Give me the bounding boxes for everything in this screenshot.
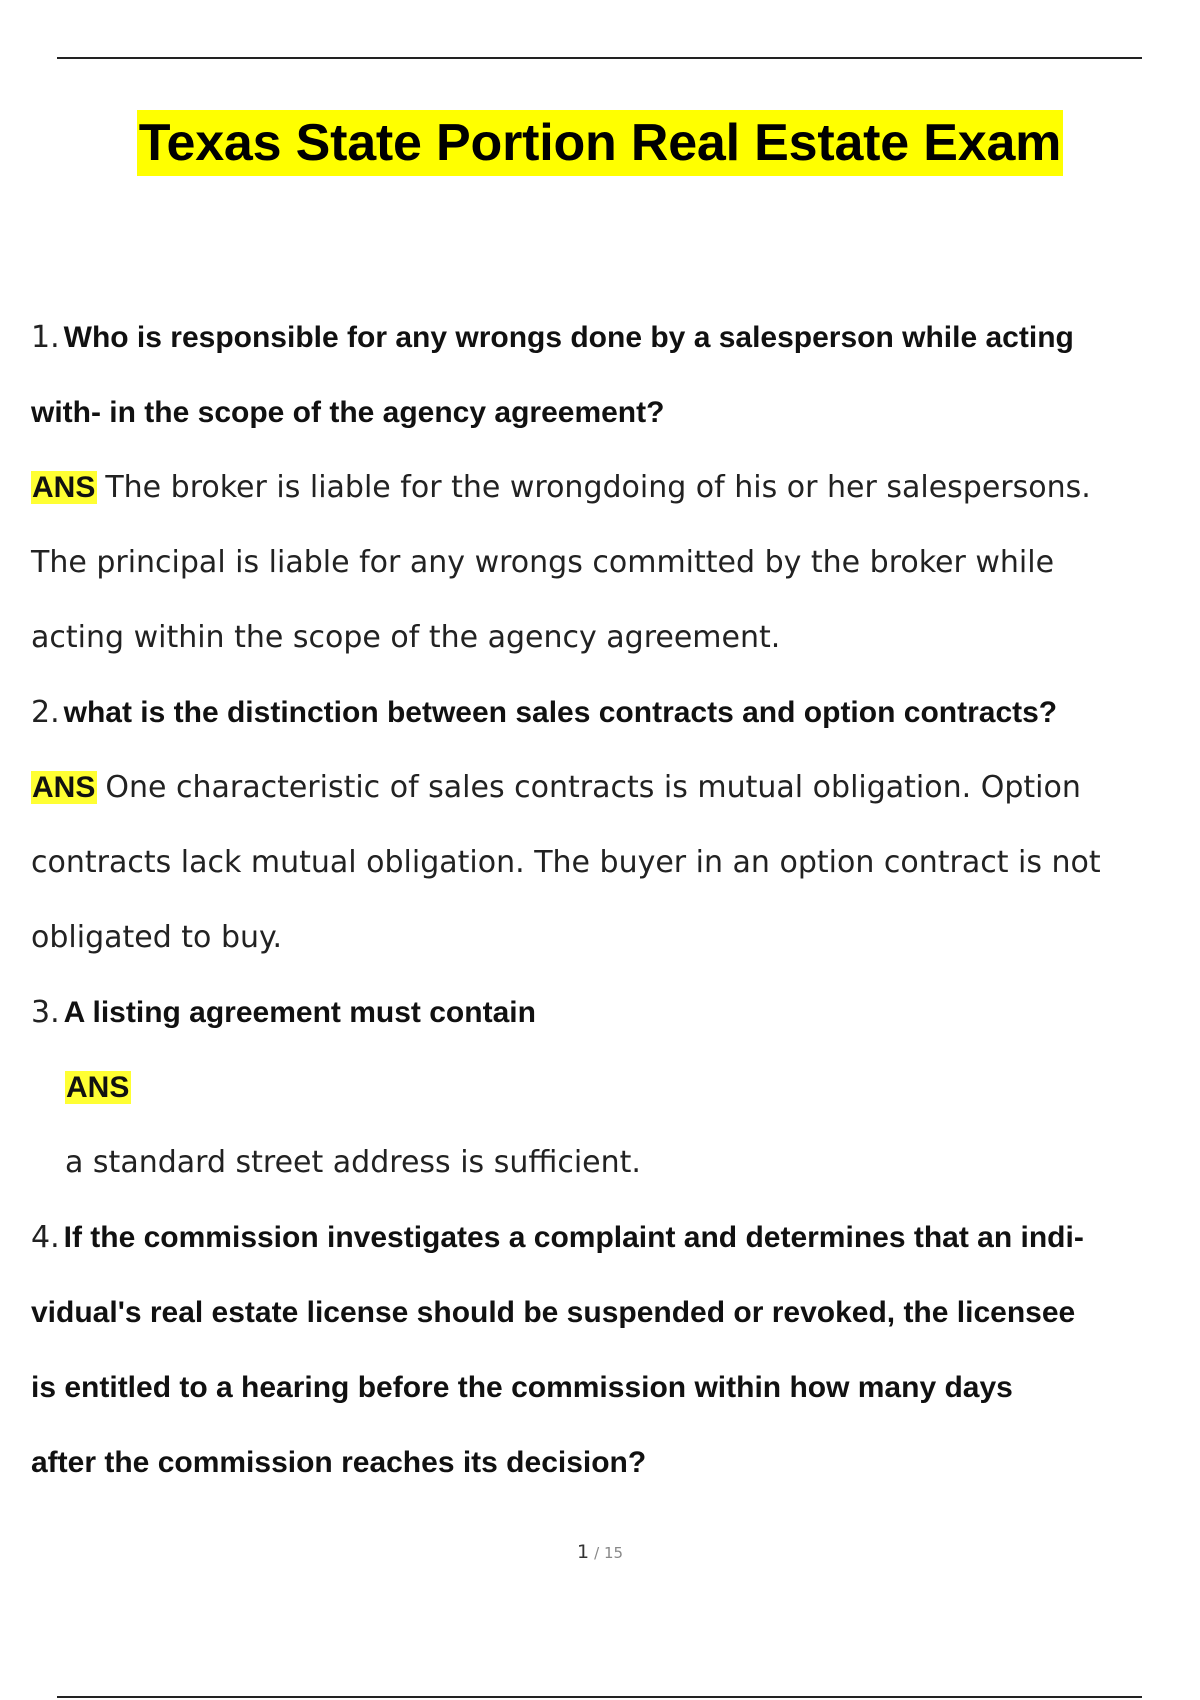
question-4	[31, 1200, 1181, 1275]
question-number: 3.	[31, 995, 60, 1030]
question-1-cont	[31, 375, 1181, 450]
question-1	[31, 300, 1181, 375]
ans-label: ANS	[66, 1071, 130, 1104]
answer-1	[31, 450, 1181, 525]
question-2	[31, 675, 1181, 750]
page-current: 1	[576, 1541, 590, 1563]
question-4-cont	[31, 1350, 1181, 1425]
question-3	[31, 975, 1181, 1050]
question-4-cont	[31, 1275, 1181, 1350]
ans-label: ANS	[32, 771, 96, 804]
answer-text: The broker is liable for the wrongdoing of his or her salespersons.	[105, 470, 1091, 505]
document-title: Texas State Portion Real Estate Exam	[137, 110, 1063, 176]
question-text: A listing agreement must contain	[63, 996, 536, 1029]
question-4-cont	[31, 1425, 1181, 1500]
bottom-rule	[57, 1696, 1142, 1698]
question-text: If the commission investigates a complaint and determines that an indi-	[63, 1221, 1084, 1254]
question-list	[31, 300, 1181, 1500]
answer-2-cont	[31, 825, 1181, 900]
question-text: is entitled to a hearing before the commission within how many days	[31, 1371, 1013, 1404]
title-container	[0, 110, 1200, 176]
question-number: 4.	[31, 1220, 60, 1255]
answer-3	[31, 1125, 1181, 1200]
question-text: Who is responsible for any wrongs done by a salesperson while acting	[63, 321, 1074, 354]
answer-text: One characteristic of sales contracts is mutual obligation. Option	[105, 770, 1081, 805]
question-number: 2.	[31, 695, 60, 730]
answer-1-cont	[31, 600, 1181, 675]
question-text: after the commission reaches its decision?	[31, 1446, 647, 1479]
page-indicator	[0, 1541, 1200, 1563]
answer-3-label	[31, 1050, 1181, 1125]
answer-1-cont	[31, 525, 1181, 600]
ans-label: ANS	[32, 471, 96, 504]
question-text: with- in the scope of the agency agreement?	[31, 396, 665, 429]
answer-2-cont	[31, 900, 1181, 975]
top-rule	[57, 57, 1142, 59]
answer-text: The principal is liable for any wrongs committed by the broker while	[31, 545, 1055, 580]
answer-text: obligated to buy.	[31, 920, 283, 955]
question-number: 1.	[31, 320, 60, 355]
answer-2	[31, 750, 1181, 825]
page-total: / 15	[594, 1544, 624, 1562]
question-text: what is the distinction between sales contracts and option contracts?	[63, 696, 1058, 729]
answer-text: a standard street address is sufficient.	[65, 1145, 641, 1180]
answer-text: contracts lack mutual obligation. The buyer in an option contract is not	[31, 845, 1101, 880]
answer-text: acting within the scope of the agency agreement.	[31, 620, 781, 655]
question-text: vidual's real estate license should be suspended or revoked, the licensee	[31, 1296, 1076, 1329]
